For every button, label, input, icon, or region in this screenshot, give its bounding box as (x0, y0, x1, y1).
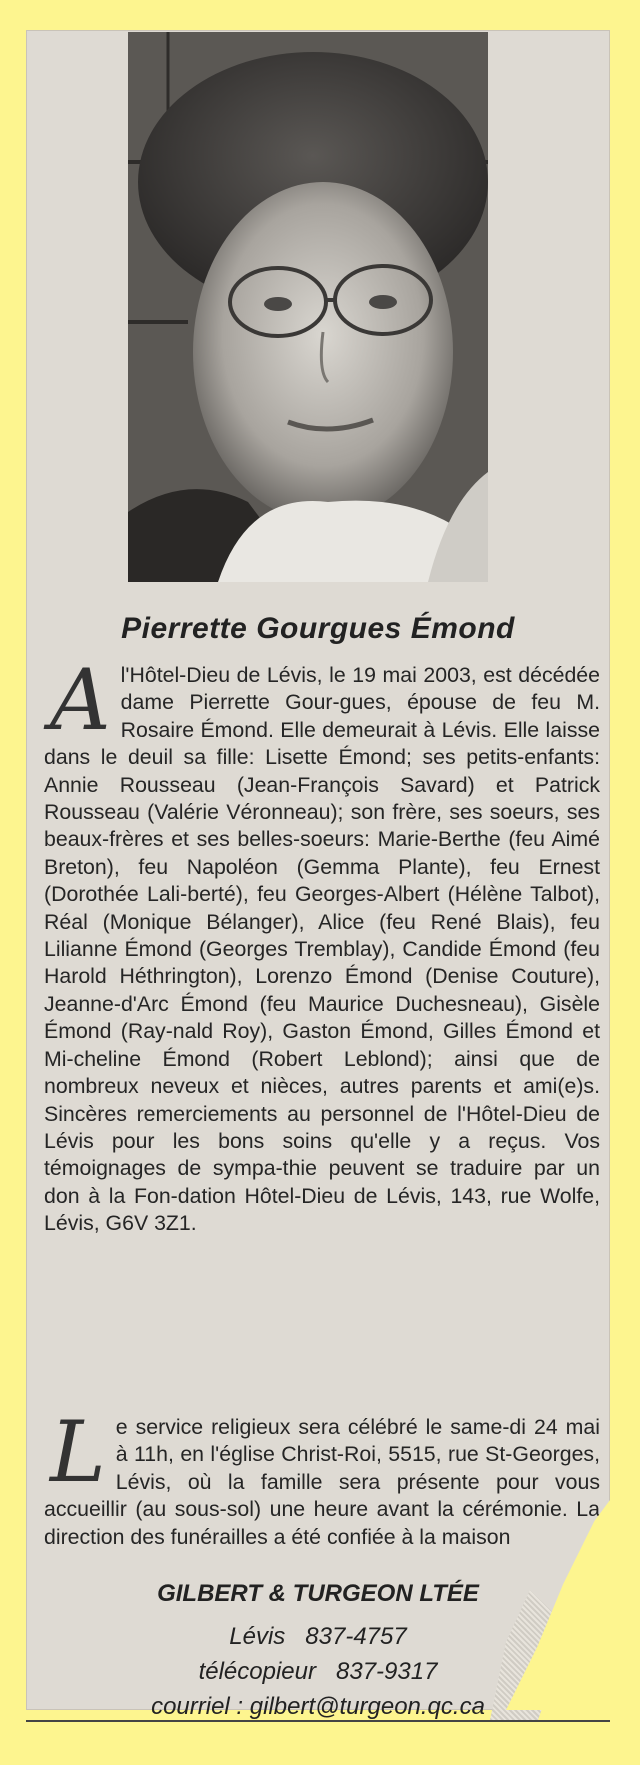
newspaper-clipping (26, 30, 610, 1720)
drop-cap: L (50, 1403, 106, 1501)
deceased-name: Pierrette Gourgues Émond (121, 612, 515, 645)
email-line: courriel : gilbert@turgeon.qc.ca (151, 1693, 485, 1720)
funeral-home-name: GILBERT & TURGEON LTÉE (157, 1580, 479, 1607)
phone-line: Lévis 837-4757 (229, 1623, 407, 1650)
obituary-paragraph (44, 651, 600, 1238)
obituary-text: l'Hôtel-Dieu de Lévis, le 19 mai 2003, est décédée dame Pierrette Gour-gues, épouse de feu M. Rosaire Émond. Elle demeurait à Lévis. Elle laisse dans le deuil sa fille: Lisette Émond; ses petits-enfants: Annie Rousseau (Jean-François Savard) et Patrick Rousseau (Valérie Véronneau); son frère, ses soeurs, ses beaux-frères et ses belles-soeurs: Marie-Berthe (feu Aimé Breton), feu Napoléon (Gemma Plante), feu Ernest (Dorothée Lali-berté), feu Georges-Albert (Hélène Talbot), Réal (Monique Bélanger), Alice (feu René Blais), feu Lilianne Émond (Georges Tremblay), Candide Émond (feu Harold Héthrington), Lorenzo Émond (Denise Couture), Jeanne-d'Arc Émond (feu Maurice Duchesneau), Gisèle Émond (Ray-nald Roy), Gaston Émond, Gilles Émond et Mi-cheline Émond (Robert Leblond); ainsi que de nombreux neveux et nièces, autres parents et ami(e)s. Sincères remerciements au personnel de l'Hôtel-Dieu de Lévis pour les bons soins qu'elle y a reçus. Vos témoignages de sympa-thie peuvent se traduire par un don à la Fon-dation Hôtel-Dieu de Lévis, 143, rue Wolfe, Lévis, G6V 3Z1. (44, 663, 600, 1236)
drop-cap: A (50, 651, 111, 749)
fax-line: télécopieur 837-9317 (198, 1658, 438, 1685)
service-paragraph (44, 1403, 600, 1551)
portrait-photo (128, 32, 488, 582)
service-text: e service religieux sera célébré le same-di 24 mai à 11h, en l'église Christ-Roi, 5515, rue St-Georges, Lévis, où la famille sera présente pour vous accueillir (au sous-sol) une heure avant la cérémonie. La direction des funérailles a été confiée à la maison (44, 1415, 600, 1549)
bottom-rule (26, 1720, 610, 1722)
